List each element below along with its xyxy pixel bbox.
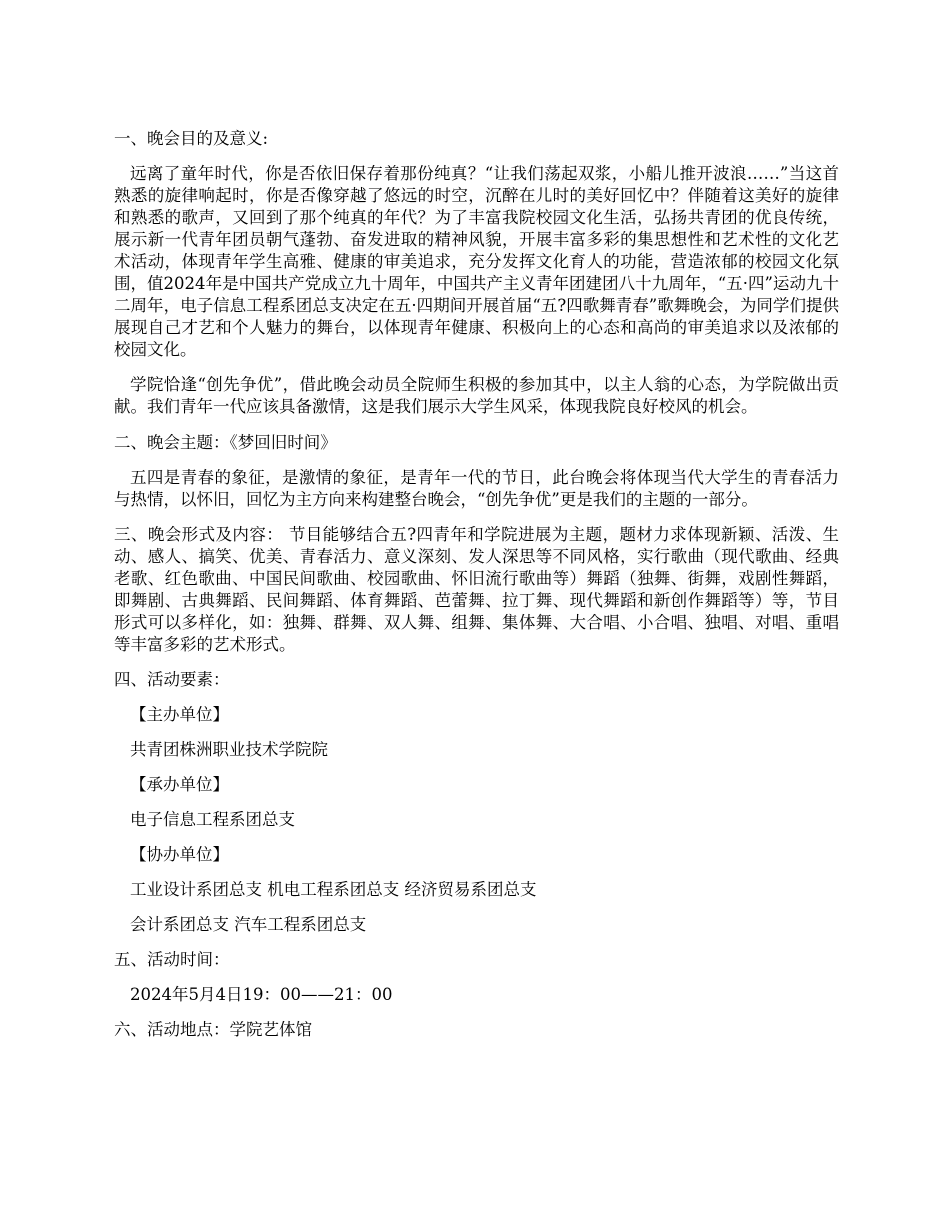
section-1-paragraph-2: 学院恰逢“创先争优”，借此晚会动员全院师生积极的参加其中，以主人翁的心态，为学院做出贡献。我们青年一代应该具备激情，这是我们展示大学生风采，体现我院良好校风的机会。 [114, 375, 839, 416]
event-time: 2024年5月4日19：00——21：00 [130, 985, 393, 1004]
section-1-paragraph-1: 远离了童年时代，你是否依旧保存着那份纯真？“让我们荡起双浆，小船儿推开波浪……”当这首熟悉的旋律响起时，你是否像穿越了悠远的时空，沉醉在儿时的美好回忆中？伴随着这美好的旋律和熟悉的歌声，又回到了那个纯真的年代？为了丰富我院校园文化生活，弘扬共青团的优良传统，展示新一代青年团员朝气蓬勃、奋发进取的精神风貌，开展丰富多彩的集思想性和艺术性的文化艺术活动，体现青年学生高雅、健康的审美追求，充分发挥文化育人的功能，营造浓郁的校园文化氛围，值2024年是中国共产党成立九十周年，中国共产主义青年团建团八十九周年，“五·四”运动九十二周年，电子信息工程系团总支决定在五·四期间开展首届“五?四歌舞青春”歌舞晚会，为同学们提供展现自己才艺和个人魅力的舞台，以体现青年健康、积极向上的心态和高尚的审美追求以及浓郁的校园文化。 [114, 164, 839, 359]
section-6-text: 六、活动地点：学院艺体馆 [114, 1020, 312, 1039]
co-organizer-value-2: 会计系团总支 汽车工程系团总支 [130, 915, 367, 934]
section-5-heading: 五、活动时间： [114, 950, 230, 969]
section-2-heading: 二、晚会主题：《梦回旧时间》 [114, 433, 337, 452]
section-2-paragraph: 五四是青春的象征，是激情的象征，是青年一代的节日，此台晚会将体现当代大学生的青春活力与热情，以怀旧，回忆为主方向来构建整台晚会，“创先争优”更是我们的主题的一部分。 [114, 468, 839, 509]
organizer-label: 【承办单位】 [130, 775, 229, 794]
section-4-heading: 四、活动要素： [114, 670, 230, 689]
host-value: 共青团株洲职业技术学院院 [130, 740, 328, 759]
organizer-value: 电子信息工程系团总支 [130, 810, 295, 829]
section-3-text: 三、晚会形式及内容： 节目能够结合五?四青年和学院进展为主题，题材力求体现新颖、活泼、生动、感人、搞笑、优美、青春活力、意义深刻、发人深思等不同风格，实行歌曲（现代歌曲、经典老歌、红色歌曲、中国民间歌曲、校园歌曲、怀旧流行歌曲等）舞蹈（独舞、街舞，戏剧性舞蹈，即舞剧、古典舞蹈、民间舞蹈、体育舞蹈、芭蕾舞、拉丁舞、现代舞蹈和新创作舞蹈等）等，节目形式可以多样化，如：独舞、群舞、双人舞、组舞、集体舞、大合唱、小合唱、独唱、对唱、重唱等丰富多彩的艺术形式。 [114, 525, 839, 654]
co-organizer-value-1: 工业设计系团总支 机电工程系团总支 经济贸易系团总支 [130, 880, 537, 899]
co-organizer-label: 【协办单位】 [130, 845, 229, 864]
host-label: 【主办单位】 [130, 705, 229, 724]
document-page [114, 122, 839, 1041]
section-1-heading: 一、晚会目的及意义: [114, 129, 269, 148]
